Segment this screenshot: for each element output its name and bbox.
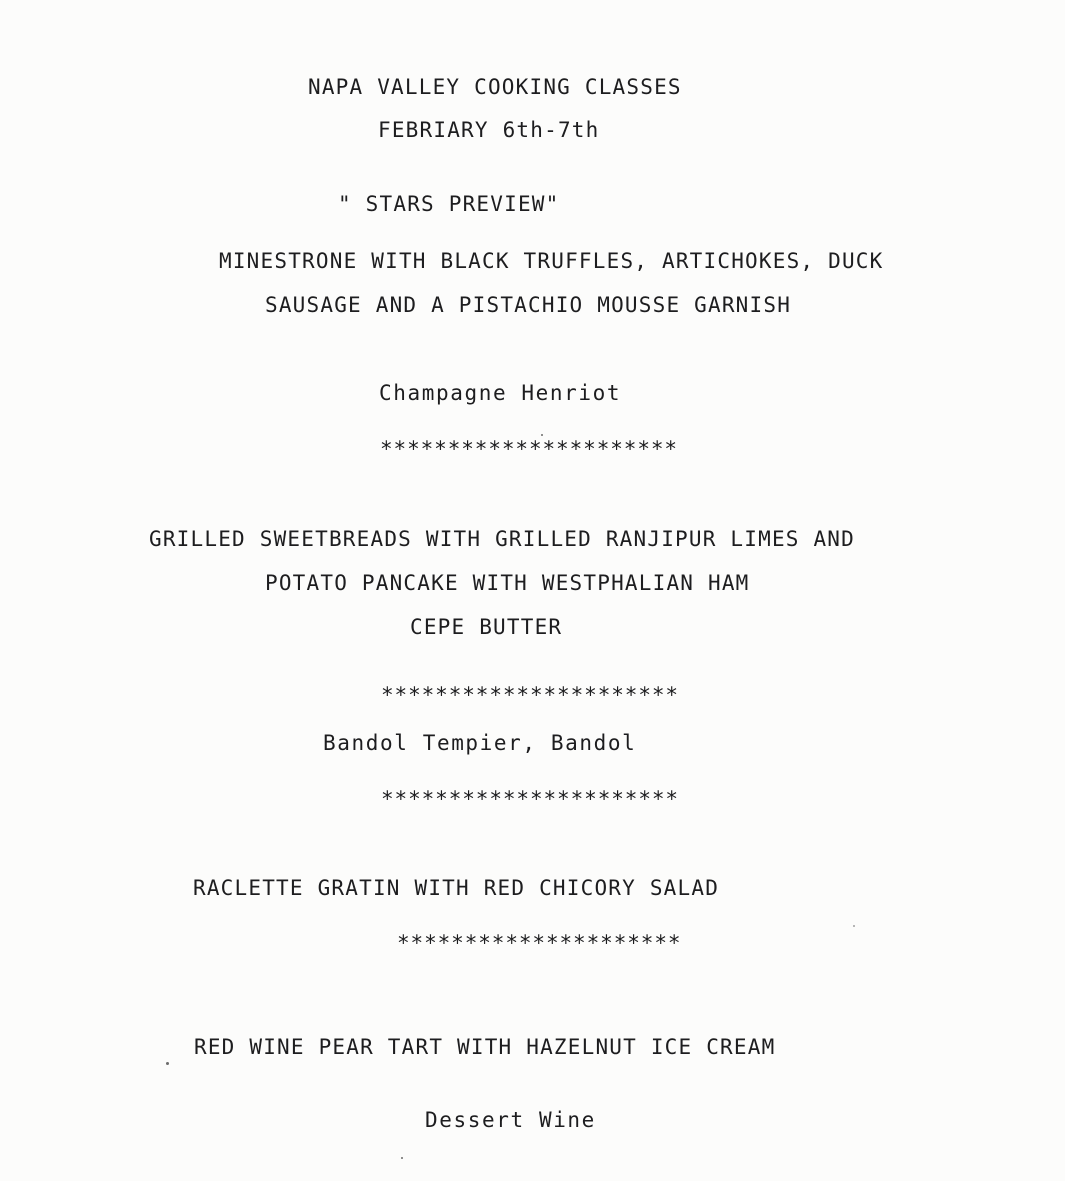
menu-subtitle: " STARS PREVIEW"	[338, 192, 560, 216]
menu-title: NAPA VALLEY COOKING CLASSES	[308, 75, 682, 99]
course1-line2: SAUSAGE AND A PISTACHIO MOUSSE GARNISH	[265, 293, 792, 317]
course2-line2: POTATO PANCAKE WITH WESTPHALIAN HAM	[265, 571, 750, 595]
course2-line1: GRILLED SWEETBREADS WITH GRILLED RANJIPUR LIMES AND	[149, 527, 855, 551]
course4-line1: RED WINE PEAR TART WITH HAZELNUT ICE CREAM	[194, 1035, 776, 1059]
course1-line1: MINESTRONE WITH BLACK TRUFFLES, ARTICHOKES, DUCK	[219, 249, 884, 273]
course2-wine: Bandol Tempier, Bandol	[323, 731, 637, 755]
course2-line3: CEPE BUTTER	[410, 615, 563, 639]
divider-4: *********************	[397, 931, 682, 955]
divider-1: **********************	[380, 437, 678, 461]
menu-date: FEBRIARY 6th-7th	[378, 118, 600, 142]
paper-speck	[401, 1157, 403, 1159]
course4-wine: Dessert Wine	[425, 1108, 596, 1132]
course1-wine: Champagne Henriot	[379, 381, 622, 405]
course3-line1: RACLETTE GRATIN WITH RED CHICORY SALAD	[193, 876, 720, 900]
divider-3: **********************	[381, 787, 679, 811]
divider-2: **********************	[381, 683, 679, 707]
paper-speck	[853, 925, 855, 927]
paper-speck	[541, 434, 543, 436]
paper-speck	[166, 1062, 169, 1065]
